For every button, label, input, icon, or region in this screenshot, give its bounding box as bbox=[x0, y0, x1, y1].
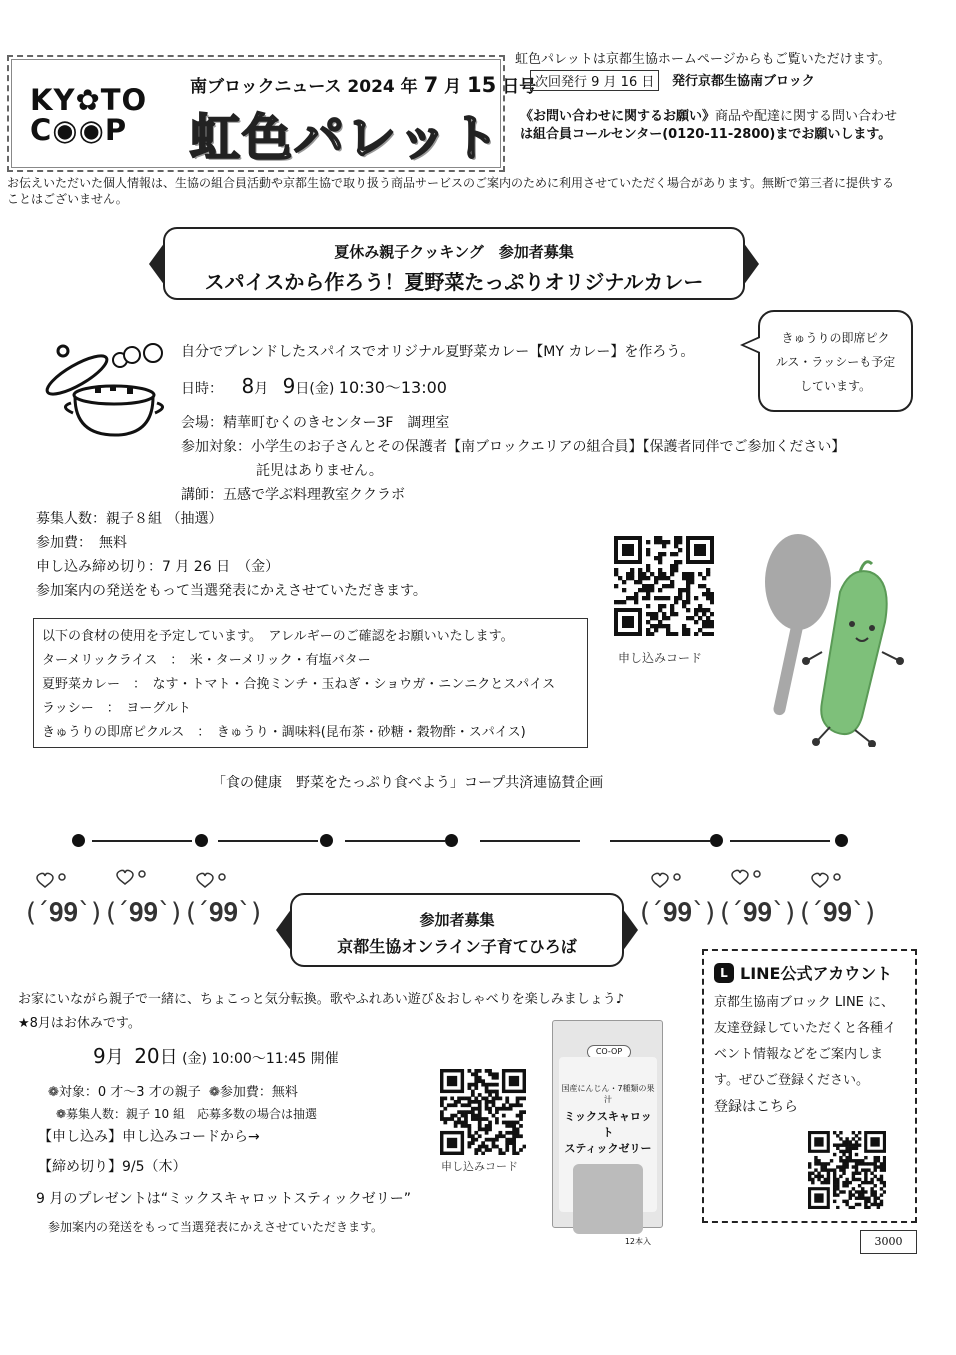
smile-face-icon: (ˊ𝟗𝟗ˋ) bbox=[26, 898, 102, 928]
event2-apply: 【申し込み】申し込みコードから→ bbox=[38, 1129, 260, 1145]
bubble-tail-inner bbox=[744, 338, 760, 352]
event2-august-note: ★8月はお休みです。 bbox=[18, 1016, 141, 1031]
kyoto-coop-logo: KY✿TO C◉◉P bbox=[30, 83, 148, 147]
inquiry-note: 《お問い合わせに関するお願い》商品や配達に関する問い合わせ は組合員コールセンター(0120-11-2800)までお願いします。 bbox=[520, 109, 898, 142]
next-issue: 次回発行 9 月 16 日 bbox=[530, 70, 659, 91]
dot-divider bbox=[70, 830, 860, 850]
allergy-box: 以下の食材の使用を予定しています。 アレルギーのご確認をお願いいたします。 ターメリックライス ： 米・ターメリック・有塩バター 夏野菜カレー ： なす・トマト・合挽ミンチ・玉ねぎ・ショウガ・ニンニクとスパイス ラッシー ： ヨーグルト きゅうりの即席ピクルス ： きゅうり・調味料(昆布茶・砂糖・穀物酢・スパイス) bbox=[33, 618, 588, 748]
privacy-note: お伝えいただいた個人情報は、生協の組合員活動や京都生協で取り扱う商品サービスのご案内のために利用させていただく場合があります。無断で第三者に提供する ことはございません。 bbox=[7, 176, 895, 207]
event2-notice: 参加案内の発送をもって当選発表にかえさせていただきます。 bbox=[48, 1220, 384, 1234]
event1-target: 参加対象：小学生のお子さんとその保護者【南ブロックエリアの組合員】【保護者同伴でご参加ください】 bbox=[181, 439, 846, 455]
event1-instructor: 講師：五感で学ぶ料理教室ククラボ bbox=[181, 487, 405, 503]
code-number: 3000 bbox=[860, 1230, 917, 1254]
newsletter-title: 虹色パレット bbox=[190, 109, 502, 167]
event2-subtitle: 参加者募集 bbox=[419, 911, 495, 929]
event2-present: 9 月のプレゼントは“ミックスキャロットスティックゼリー” bbox=[36, 1191, 412, 1207]
smile-face-icon: (ˊ𝟗𝟗ˋ) bbox=[106, 898, 182, 928]
event1-childcare: 託児はありません。 bbox=[256, 463, 383, 479]
qr-label: 申し込みコード bbox=[618, 651, 703, 665]
qr-label: 申し込みコード bbox=[441, 1160, 518, 1173]
qr-code-icon[interactable] bbox=[440, 1069, 526, 1155]
event1-intro: 自分でブレンドしたスパイスでオリジナル夏野菜カレー【MY カレー】を作ろう。 bbox=[181, 344, 695, 360]
homepage-note: 虹色パレットは京都生協ホームページからもご覧いただけます。 bbox=[515, 52, 891, 67]
qr-code-icon[interactable] bbox=[614, 536, 714, 636]
event2-intro: お家にいながら親子で一緒に、ちょこっと気分転換。歌やふれあい遊び＆おしゃべりを楽しみましょう♪ bbox=[18, 992, 625, 1007]
event1-notice: 参加案内の発送をもって当選発表にかえさせていただきます。 bbox=[36, 583, 427, 599]
cooking-pot-icon bbox=[35, 335, 170, 445]
cucumber-mascot-icon bbox=[760, 532, 910, 747]
smile-face-icon: (ˊ𝟗𝟗ˋ) bbox=[720, 898, 796, 928]
event1-subtitle: 夏休み親子クッキング 参加者募集 bbox=[334, 243, 574, 261]
event1-fee: 参加費： 無料 bbox=[36, 535, 127, 551]
event2-banner bbox=[290, 893, 624, 967]
line-app-icon: L bbox=[714, 963, 734, 983]
qr-code-icon[interactable] bbox=[808, 1131, 886, 1209]
publisher: 発行京都生協南ブロック bbox=[672, 74, 815, 89]
event2-deadline: 【締め切り】9/5（木） bbox=[38, 1159, 187, 1175]
event1-title: スパイスから作ろう！夏野菜たっぷりオリジナルカレー bbox=[204, 270, 704, 294]
smile-face-icon: (ˊ𝟗𝟗ˋ) bbox=[800, 898, 876, 928]
hearts-icon bbox=[645, 868, 875, 898]
hearts-icon bbox=[30, 868, 260, 898]
event1-capacity: 募集人数：親子８組 （抽選） bbox=[36, 511, 223, 527]
event2-date: 9月 20日 (金) 10:00～11:45 開催 bbox=[93, 1044, 339, 1068]
event1-banner bbox=[163, 227, 745, 300]
line-heading: L LINE公式アカウント bbox=[714, 961, 905, 984]
event1-date: 日時： 8月 9日(金) 10:30～13:00 bbox=[181, 374, 447, 398]
line-text: 京都生協南ブロック LINE に、友達登録していただくと各種イベント情報などをご案内します。ぜひご登録ください。 bbox=[714, 995, 897, 1088]
event2-title: 京都生協オンライン子育てひろば bbox=[337, 937, 577, 956]
smile-face-icon: (ˊ𝟗𝟗ˋ) bbox=[186, 898, 262, 928]
event1-deadline: 申し込み締め切り：7 月 26 日 （金） bbox=[36, 559, 280, 575]
issue-line: 南ブロックニュース 2024 年 7 月 15 日号 bbox=[190, 73, 537, 97]
speech-bubble: きゅうりの即席ピク ルス・ラッシーも予定 しています。 bbox=[758, 310, 913, 412]
event1-venue: 会場：精華町むくのきセンター3F 調理室 bbox=[181, 415, 450, 431]
line-register: 登録はこちら bbox=[714, 1099, 798, 1115]
smile-face-icon: (ˊ𝟗𝟗ˋ) bbox=[640, 898, 716, 928]
jelly-product-image: CO-OP 国産にんじん・7種類の果汁 ミックスキャロット スティックゼリー 12本入 bbox=[552, 1020, 663, 1228]
sponsor-note: 「食の健康 野菜をたっぷり食べよう」コープ共済連協賛企画 bbox=[212, 775, 604, 791]
event2-target: ❁対象：0 才～3 才の親子 ❁参加費：無料 bbox=[48, 1085, 298, 1100]
event2-capacity: ❁募集人数：親子 10 組 応募多数の場合は抽選 bbox=[56, 1107, 317, 1121]
